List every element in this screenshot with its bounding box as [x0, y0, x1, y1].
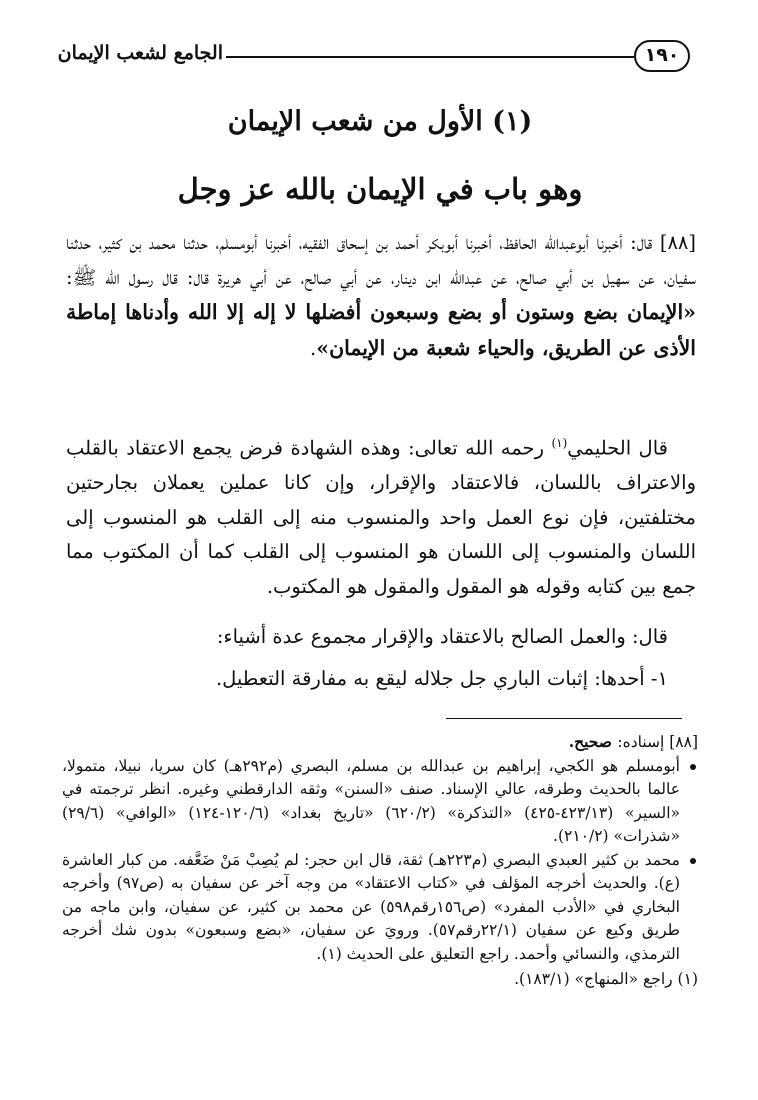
- page-header: [58, 38, 690, 82]
- halimi-paragraph: [66, 426, 696, 604]
- chapter-heading: (١) الأول من شعب الإيمان: [227, 106, 533, 137]
- hadith-paragraph: [66, 226, 696, 366]
- section-heading: وهو باب في الإيمان بالله عز وجل: [177, 172, 583, 206]
- footnote-minhaj: (١) راجع «المنهاج» (١٨٣/١).: [514, 970, 698, 988]
- footnote-muhammad-bin-kathir: محمد بن كثير العبدي البصري (م٢٢٣هـ) ثقة، قال ابن حجر: لم يُصِبْ مَنْ ضَعَّفه. من كبار العاشرة (ع). والحديث أخرجه المؤلف في «كتاب الاعتقاد» من وجه آخر عن سفيان به (ص٩٧) وأخرجه البخاري في «الأدب المفرد» (ص١٥٦رقم٥٩٨) عن محمد بن كثير، عن سفيان، وابن ماجه من طريق وكيع عن سفيان (٢٢/١رقم٥٧). ورويَ عن سفيان، «بضع وسبعون» بدون شك أخرجه الترمذي، والنسائي وأحمد. راجع التعليق على الحديث (١).: [62, 849, 698, 967]
- hadith-text: «الإيمان بضع وستون أو بضع وسبعون أفضلها لا إله إلا الله وأدناها إماطة الأذى عن الطريق، والحياء شعبة من الإيمان»: [66, 300, 696, 360]
- footnote-abu-muslim: أبومسلم هو الكجي، إبراهيم بن عبدالله بن مسلم، البصري (م٢٩٢هـ) كان سريا، نبيلا، متمولا، عالما بالحديث وطرقه، عالي الإسناد. صنف «السنن» وثقه الدارقطني وغيره. انظر ترجمته في «السير» (٤٢٣/١٣-٤٢٥) «التذكرة» (٦٢٠/٢) «تاريخ بغداد» (١٢٠/٦-١٢٤) «الوافي» (٢٩/٦) «شذرات» (٢١٠/٢).: [62, 755, 698, 849]
- hadith-end: .: [310, 336, 317, 360]
- page-number: ١٩٠: [634, 40, 690, 72]
- footnote-ref: (١): [551, 436, 568, 450]
- bullet-icon: [690, 764, 696, 770]
- isnad-text: [٨٨] قال: أخبرنا أبوعبدالله الحافظ، أخبرنا أبوبكر أحمد بن إسحاق الفقيه، أخبرنا أبومسلم، حدثنا محمد بن كثير، حدثنا سفيان، عن سهيل بن أبي صالح، عن عبدالله ابن دينار، عن أبي صالح، عن أبي هريرة قال: قال رسول الله ﷺ:: [66, 231, 696, 289]
- halimi-start: قال الحليمي: [567, 436, 668, 460]
- footnotes: [62, 730, 698, 992]
- bullet-icon: [690, 858, 696, 864]
- footnote-isnad: [٨٨] إسناده: صحيح.: [568, 732, 698, 751]
- header-rule: [226, 56, 634, 58]
- running-book-title: الجامع لشعب الإيمان: [57, 42, 223, 64]
- footnote-separator: [446, 718, 682, 719]
- list-item-1: ١- أحدها: إثبات الباري جل جلاله ليقع به مفارقة التعطيل.: [215, 667, 668, 690]
- halimi-rest: رحمه الله تعالى: وهذه الشهادة فرض يجمع الاعتقاد بالقلب والاعتراف باللسان، فالاعتقاد والإقرار، وإن كانا عملين يعملان بجارحتين مختلفتين، فإن نوع العمل واحد والمنسوب منه إلى القلب هو المنسوب إلى اللسان والمنسوب إلى اللسان هو المنسوب إلى القلب كما أن المكتوب مما جمع بين كتابه وقوله هو المقول والمقول هو المكتوب.: [66, 436, 696, 598]
- qala-paragraph: قال: والعمل الصالح بالاعتقاد والإقرار مجموع عدة أشياء:: [216, 625, 668, 648]
